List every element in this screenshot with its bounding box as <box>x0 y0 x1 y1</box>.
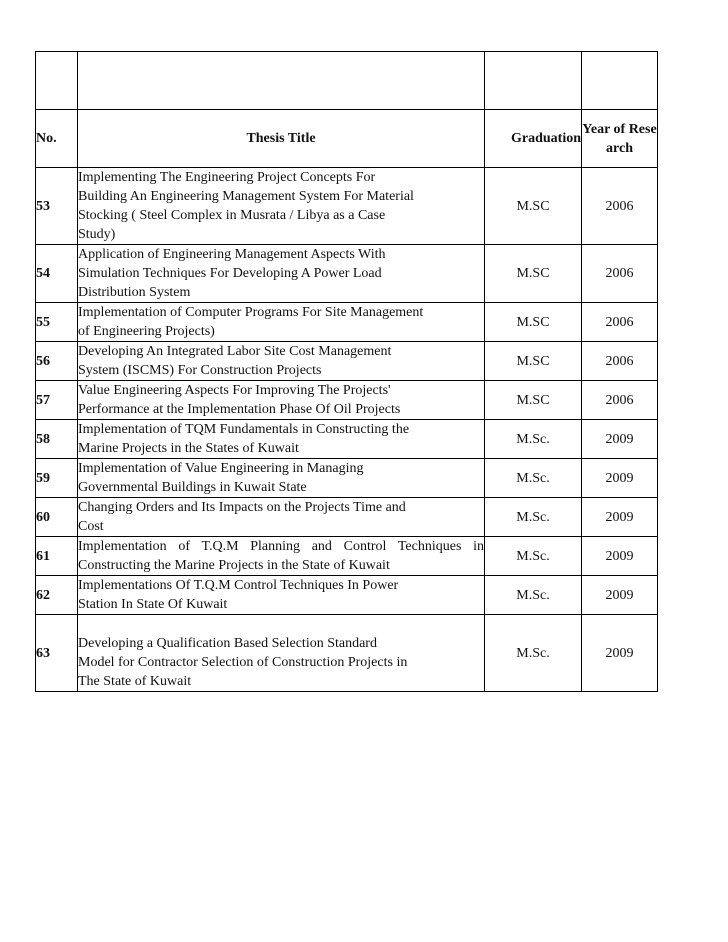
graduation-degree: M.Sc. <box>485 498 582 537</box>
thesis-title-line: Implementing The Engineering Project Concepts For <box>78 170 376 185</box>
thesis-title-line: Implementation of Value Engineering in Managing <box>78 461 364 476</box>
thesis-title-line: Implementation of Computer Programs For Site Management <box>78 305 424 320</box>
header-year-of-research: Year of Research <box>582 110 658 168</box>
row-number: 58 <box>36 420 78 459</box>
thesis-title-line: Marine Projects in the States of Kuwait <box>78 441 299 456</box>
table-row <box>36 459 658 498</box>
thesis-title-line: Value Engineering Aspects For Improving The Projects' <box>78 383 391 398</box>
thesis-title <box>78 168 485 245</box>
graduation-degree: M.Sc. <box>485 615 582 692</box>
row-number: 56 <box>36 342 78 381</box>
thesis-title <box>78 303 485 342</box>
thesis-title-line: Developing a Qualification Based Selection Standard <box>78 636 377 651</box>
header-row <box>36 110 658 168</box>
thesis-title-line: Building An Engineering Management System For Material <box>78 189 414 204</box>
row-number: 60 <box>36 498 78 537</box>
table-row <box>36 576 658 615</box>
header-thesis-title: Thesis Title <box>78 110 485 168</box>
table-row <box>36 303 658 342</box>
thesis-title <box>78 420 485 459</box>
header-graduation: Graduation <box>485 110 582 168</box>
graduation-degree: M.SC <box>485 381 582 420</box>
thesis-title: Implementation of T.Q.M Planning and Control Techniques in Constructing the Marine Projects in the State of Kuwait <box>78 537 485 576</box>
research-year: 2009 <box>582 576 658 615</box>
thesis-title <box>78 459 485 498</box>
thesis-title-line: Performance at the Implementation Phase Of Oil Projects <box>78 402 401 417</box>
table-row <box>36 168 658 245</box>
row-number: 63 <box>36 615 78 692</box>
thesis-title-line: The State of Kuwait <box>78 674 192 689</box>
thesis-title-line: Application of Engineering Management Aspects With <box>78 247 386 262</box>
research-year: 2006 <box>582 303 658 342</box>
thesis-title-line: Changing Orders and Its Impacts on the Projects Time and <box>78 500 406 515</box>
thesis-title-line: Distribution System <box>78 285 191 300</box>
blank-cell <box>485 52 582 110</box>
table-row <box>36 537 658 576</box>
thesis-title-line: Station In State Of Kuwait <box>78 597 228 612</box>
research-year: 2009 <box>582 498 658 537</box>
thesis-title <box>78 576 485 615</box>
research-year: 2006 <box>582 381 658 420</box>
thesis-title <box>78 381 485 420</box>
blank-cell <box>582 52 658 110</box>
research-year: 2006 <box>582 342 658 381</box>
blank-cell <box>78 52 485 110</box>
thesis-title <box>78 342 485 381</box>
graduation-degree: M.Sc. <box>485 576 582 615</box>
thesis-title <box>78 498 485 537</box>
table-row <box>36 381 658 420</box>
research-year: 2009 <box>582 537 658 576</box>
header-no: No. <box>36 110 78 168</box>
thesis-title-line: Governmental Buildings in Kuwait State <box>78 480 307 495</box>
thesis-title-line: Simulation Techniques For Developing A Power Load <box>78 266 382 281</box>
graduation-degree: M.SC <box>485 303 582 342</box>
thesis-title-line: Developing An Integrated Labor Site Cost Management <box>78 344 392 359</box>
research-year: 2006 <box>582 168 658 245</box>
table-body <box>36 168 658 692</box>
table-row <box>36 498 658 537</box>
graduation-degree: M.Sc. <box>485 537 582 576</box>
thesis-title <box>78 615 485 692</box>
thesis-title-line: Implementation of TQM Fundamentals in Constructing the <box>78 422 410 437</box>
row-number: 59 <box>36 459 78 498</box>
table-row <box>36 342 658 381</box>
graduation-degree: M.SC <box>485 168 582 245</box>
table-row <box>36 615 658 692</box>
row-number: 61 <box>36 537 78 576</box>
row-number: 62 <box>36 576 78 615</box>
row-number: 53 <box>36 168 78 245</box>
thesis-table <box>35 51 658 692</box>
graduation-degree: M.Sc. <box>485 420 582 459</box>
graduation-degree: M.Sc. <box>485 459 582 498</box>
thesis-title-line: Cost <box>78 519 104 534</box>
research-year: 2009 <box>582 420 658 459</box>
graduation-degree: M.SC <box>485 342 582 381</box>
thesis-title <box>78 245 485 303</box>
research-year: 2009 <box>582 459 658 498</box>
research-year: 2009 <box>582 615 658 692</box>
table-row <box>36 245 658 303</box>
research-year: 2006 <box>582 245 658 303</box>
thesis-title-line: System (ISCMS) For Construction Projects <box>78 363 322 378</box>
thesis-title-line: of Engineering Projects) <box>78 324 215 339</box>
row-number: 54 <box>36 245 78 303</box>
row-number: 57 <box>36 381 78 420</box>
thesis-title-line: Stocking ( Steel Complex in Musrata / Libya as a Case <box>78 208 386 223</box>
row-number: 55 <box>36 303 78 342</box>
thesis-title-line: Model for Contractor Selection of Construction Projects in <box>78 655 408 670</box>
table-row <box>36 420 658 459</box>
thesis-title-line: Study) <box>78 227 116 242</box>
thesis-title-line: Implementations Of T.Q.M Control Techniques In Power <box>78 578 399 593</box>
graduation-degree: M.SC <box>485 245 582 303</box>
blank-cell <box>36 52 78 110</box>
blank-header-row <box>36 52 658 110</box>
